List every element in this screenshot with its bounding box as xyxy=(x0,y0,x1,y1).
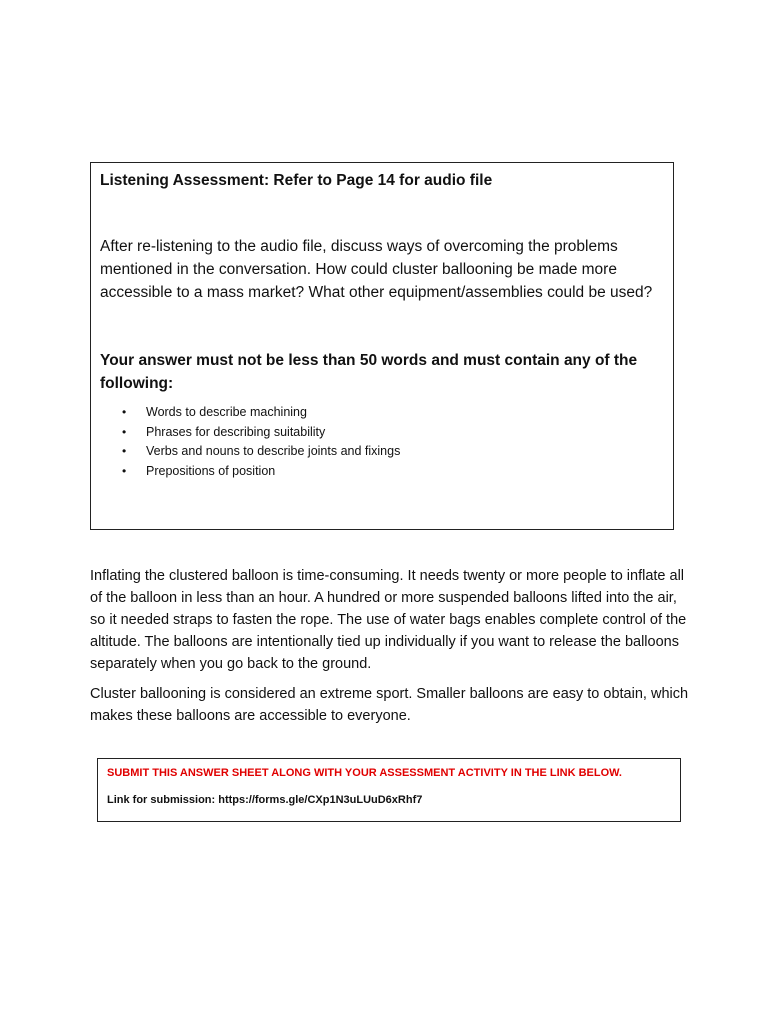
answer-paragraph: Inflating the clustered balloon is time-consuming. It needs twenty or more people to inflate all of the balloon in less than an hour. A hundred or more suspended balloons lifted into the air, so it needed straps to fasten the rope. The use of water bags enables complete control of the altitude. The balloons are intentionally tied up individually if you want to release the balloons separately when you go back to the ground. xyxy=(90,568,687,672)
bullet-icon: • xyxy=(122,424,127,439)
assessment-requirement: Your answer must not be less than 50 words and must contain any of the following: xyxy=(100,352,638,392)
answer-text xyxy=(90,565,690,735)
list-item xyxy=(122,423,663,443)
bullet-icon: • xyxy=(122,444,127,458)
assessment-task-box xyxy=(90,162,674,530)
answer-paragraph: Cluster ballooning is considered an extreme sport. Smaller balloons are easy to obtain, which makes these balloons are accessible to everyone. xyxy=(90,686,689,724)
requirement-text: Prepositions of position xyxy=(146,463,276,478)
submission-link-line xyxy=(107,793,671,807)
bullet-icon: • xyxy=(122,405,127,419)
assessment-title: Listening Assessment: Refer to Page 14 for audio file xyxy=(100,172,493,189)
requirement-text: Words to describe machining xyxy=(146,405,307,419)
requirement-text: Phrases for describing suitability xyxy=(146,424,326,439)
bullet-icon: • xyxy=(122,463,127,478)
submission-box xyxy=(97,758,681,822)
submission-link-label: Link for submission: xyxy=(107,794,219,806)
submission-notice: SUBMIT THIS ANSWER SHEET ALONG WITH YOUR ASSESSMENT ACTIVITY IN THE LINK BELOW. xyxy=(107,767,622,779)
list-item xyxy=(122,462,663,482)
assessment-question: After re-listening to the audio file, discuss ways of overcoming the problems mentioned in the conversation. How could cluster ballooning be made more accessible to a mass market? What other equipment/assemblies could be used? xyxy=(100,238,653,301)
requirements-list xyxy=(100,403,663,481)
submission-link[interactable]: https://forms.gle/CXp1N3uLUuD6xRhf7 xyxy=(218,794,423,806)
list-item xyxy=(122,403,663,423)
list-item xyxy=(122,442,663,462)
requirement-text: Verbs and nouns to describe joints and fixings xyxy=(146,444,401,458)
